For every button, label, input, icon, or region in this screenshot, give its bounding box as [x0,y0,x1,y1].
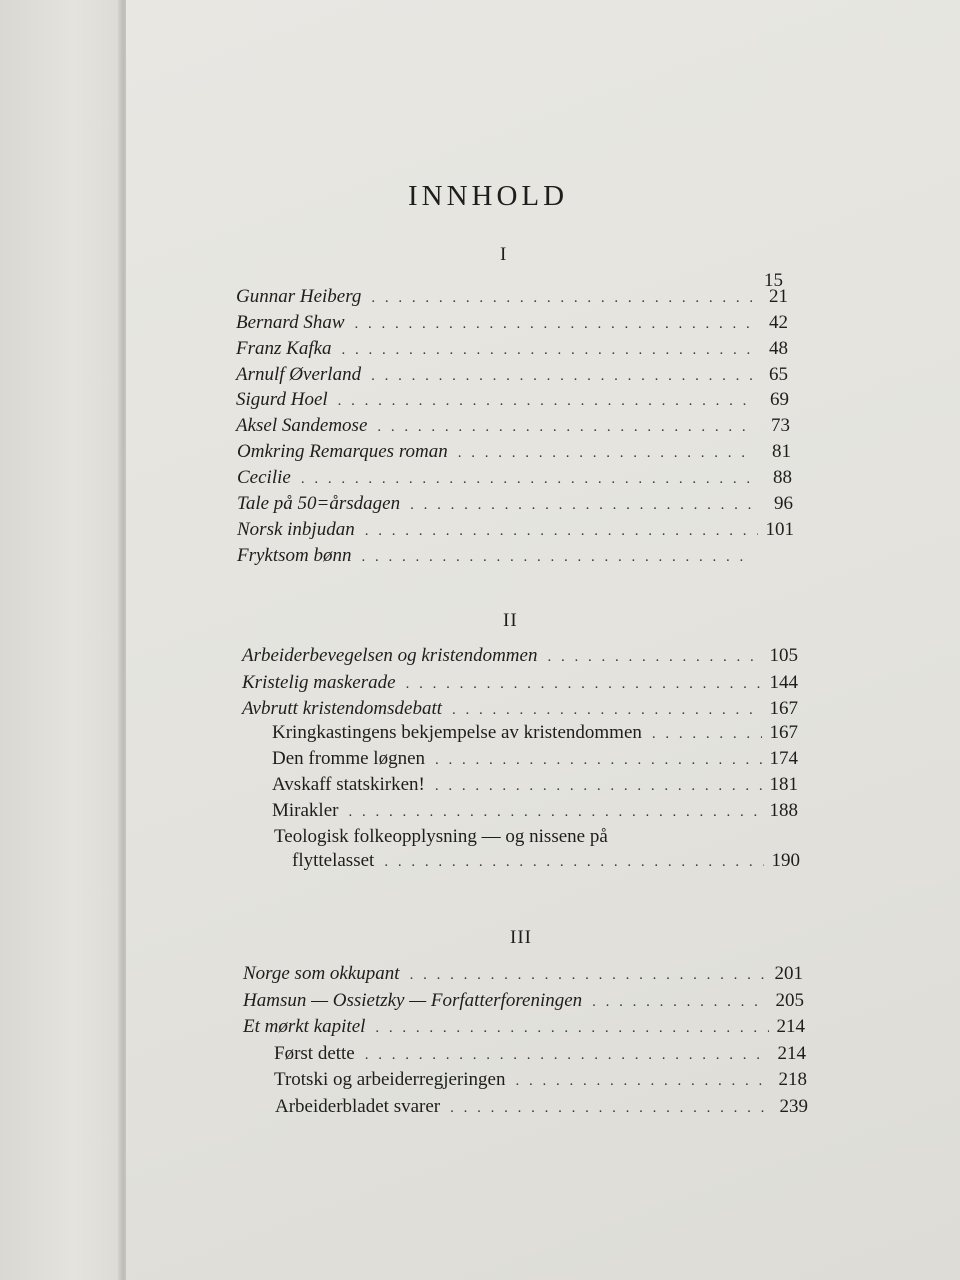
dot-leader [371,368,752,385]
section-numeral-2: II [503,610,518,631]
toc-subentry [272,800,798,826]
toc-page-number: 205 [775,990,804,1011]
toc-entry [237,545,750,571]
page-title: INNHOLD [408,180,569,212]
toc-entry-title: Arbeiderbevegelsen og kristendommen [242,645,538,666]
toc-page-number: 15 [764,270,783,291]
toc-entry-title: Arbeiderbladet svarer [275,1096,441,1117]
toc-subentry [272,722,798,748]
dot-leader [355,316,752,333]
toc-entry-title: Gunnar Heiberg [236,286,362,307]
dot-leader [365,523,758,540]
toc-entry [237,519,794,545]
toc-page-number: 73 [771,415,790,436]
toc-page-number: 144 [769,672,798,693]
toc-entry [237,467,792,493]
toc-page-number: 167 [769,698,798,719]
toc-page-number: 239 [779,1096,808,1117]
toc-entry [237,493,793,519]
dot-leader [592,994,768,1011]
dot-leader [384,854,764,871]
toc-page-number: 81 [772,441,791,462]
toc-page-number: 69 [770,389,789,410]
dot-leader [338,393,753,410]
toc-page-number: 214 [777,1043,806,1064]
dot-leader [301,471,756,488]
dot-leader [377,419,754,436]
toc-entry-title: Arnulf Øverland [236,364,362,385]
toc-entry [236,389,789,415]
dot-leader [362,549,744,566]
toc-entry-title: Et mørkt kapitel [243,1016,366,1037]
toc-page-number: 105 [769,645,798,666]
toc-entry-title: Den fromme løgnen [272,748,426,769]
dot-leader [450,1100,772,1117]
toc-entry-title: Bernard Shaw [236,312,345,333]
toc-page-number: 96 [774,493,793,514]
toc-entry [242,645,798,671]
dot-leader [410,497,757,514]
dot-leader [435,752,762,769]
dot-leader [452,702,762,719]
toc-subentry [272,774,798,800]
toc-subentry-continued [292,850,800,876]
toc-entry [242,698,798,724]
toc-page-number: 42 [769,312,788,333]
toc-entry-title: Avskaff statskirken! [272,774,425,795]
toc-entry-title: Teologisk folkeopplysning — og nissene på [274,826,608,847]
toc-subentry [274,1043,806,1069]
toc-page-number: 201 [774,963,803,984]
toc-entry-title: Aksel Sandemose [236,415,368,436]
dot-leader [342,342,752,359]
toc-entry-title: Først dette [274,1043,355,1064]
dot-leader [375,1020,769,1037]
toc-entry-title: Fryktsom bønn [237,545,352,566]
toc-entry-title: Sigurd Hoel [236,389,328,410]
toc-page-number: 181 [769,774,798,795]
toc-entry [236,312,788,338]
dot-leader [547,649,762,666]
toc-page-number: 218 [778,1069,807,1090]
toc-page-number: 48 [769,338,788,359]
toc-entry [236,364,788,390]
toc-entry-title: flyttelasset [292,850,375,871]
dot-leader [435,778,762,795]
toc-entry-title: Avbrutt kristendomsdebatt [242,698,443,719]
toc-entry-title: Omkring Remarques roman [237,441,448,462]
dot-leader [348,804,762,821]
toc-entry-title: Franz Kafka [236,338,332,359]
toc-entry-title: Kristelig maskerade [242,672,396,693]
toc-entry-title: Hamsun — Ossietzky — Forfatterforeningen [243,990,583,1011]
toc-entry [243,1016,805,1042]
section-numeral-3: III [510,927,532,948]
toc-page-number: 167 [769,722,798,743]
toc-entry-title: Kringkastingens bekjempelse av kristendommen [272,722,642,743]
toc-subentry [272,748,798,774]
toc-entry [236,415,790,441]
toc-entry [236,338,788,364]
toc-entry-title: Trotski og arbeiderregjeringen [274,1069,506,1090]
toc-page-number: 88 [773,467,792,488]
toc-entry-title: Norsk inbjudan [237,519,355,540]
toc-page-number: 65 [769,364,788,385]
dot-leader [652,726,762,743]
toc-page-number: 21 [769,286,788,307]
toc-page-number: 190 [771,850,800,871]
section-numeral-1: I [500,244,508,265]
dot-leader [406,676,762,693]
toc-entry-title: Mirakler [272,800,339,821]
toc-entry [242,672,798,698]
toc-subentry [274,1069,807,1095]
toc-entry-title: Tale på 50=årsdagen [237,493,401,514]
toc-page-number: 188 [769,800,798,821]
toc-page-number: 214 [776,1016,805,1037]
dot-leader [515,1073,771,1090]
toc-entry-title: Cecilie [237,467,291,488]
dot-leader [410,967,767,984]
dot-leader [458,445,755,462]
toc-entry [243,990,804,1016]
dot-leader [365,1047,770,1064]
toc-entry [243,963,803,989]
dot-leader [371,290,752,307]
toc-page-number: 101 [765,519,794,540]
toc-entry [237,441,791,467]
toc-subentry [275,1096,808,1122]
toc-entry-title: Norge som okkupant [243,963,400,984]
toc-page-number: 174 [769,748,798,769]
toc-subentry [274,826,794,852]
toc-entry [236,286,788,312]
